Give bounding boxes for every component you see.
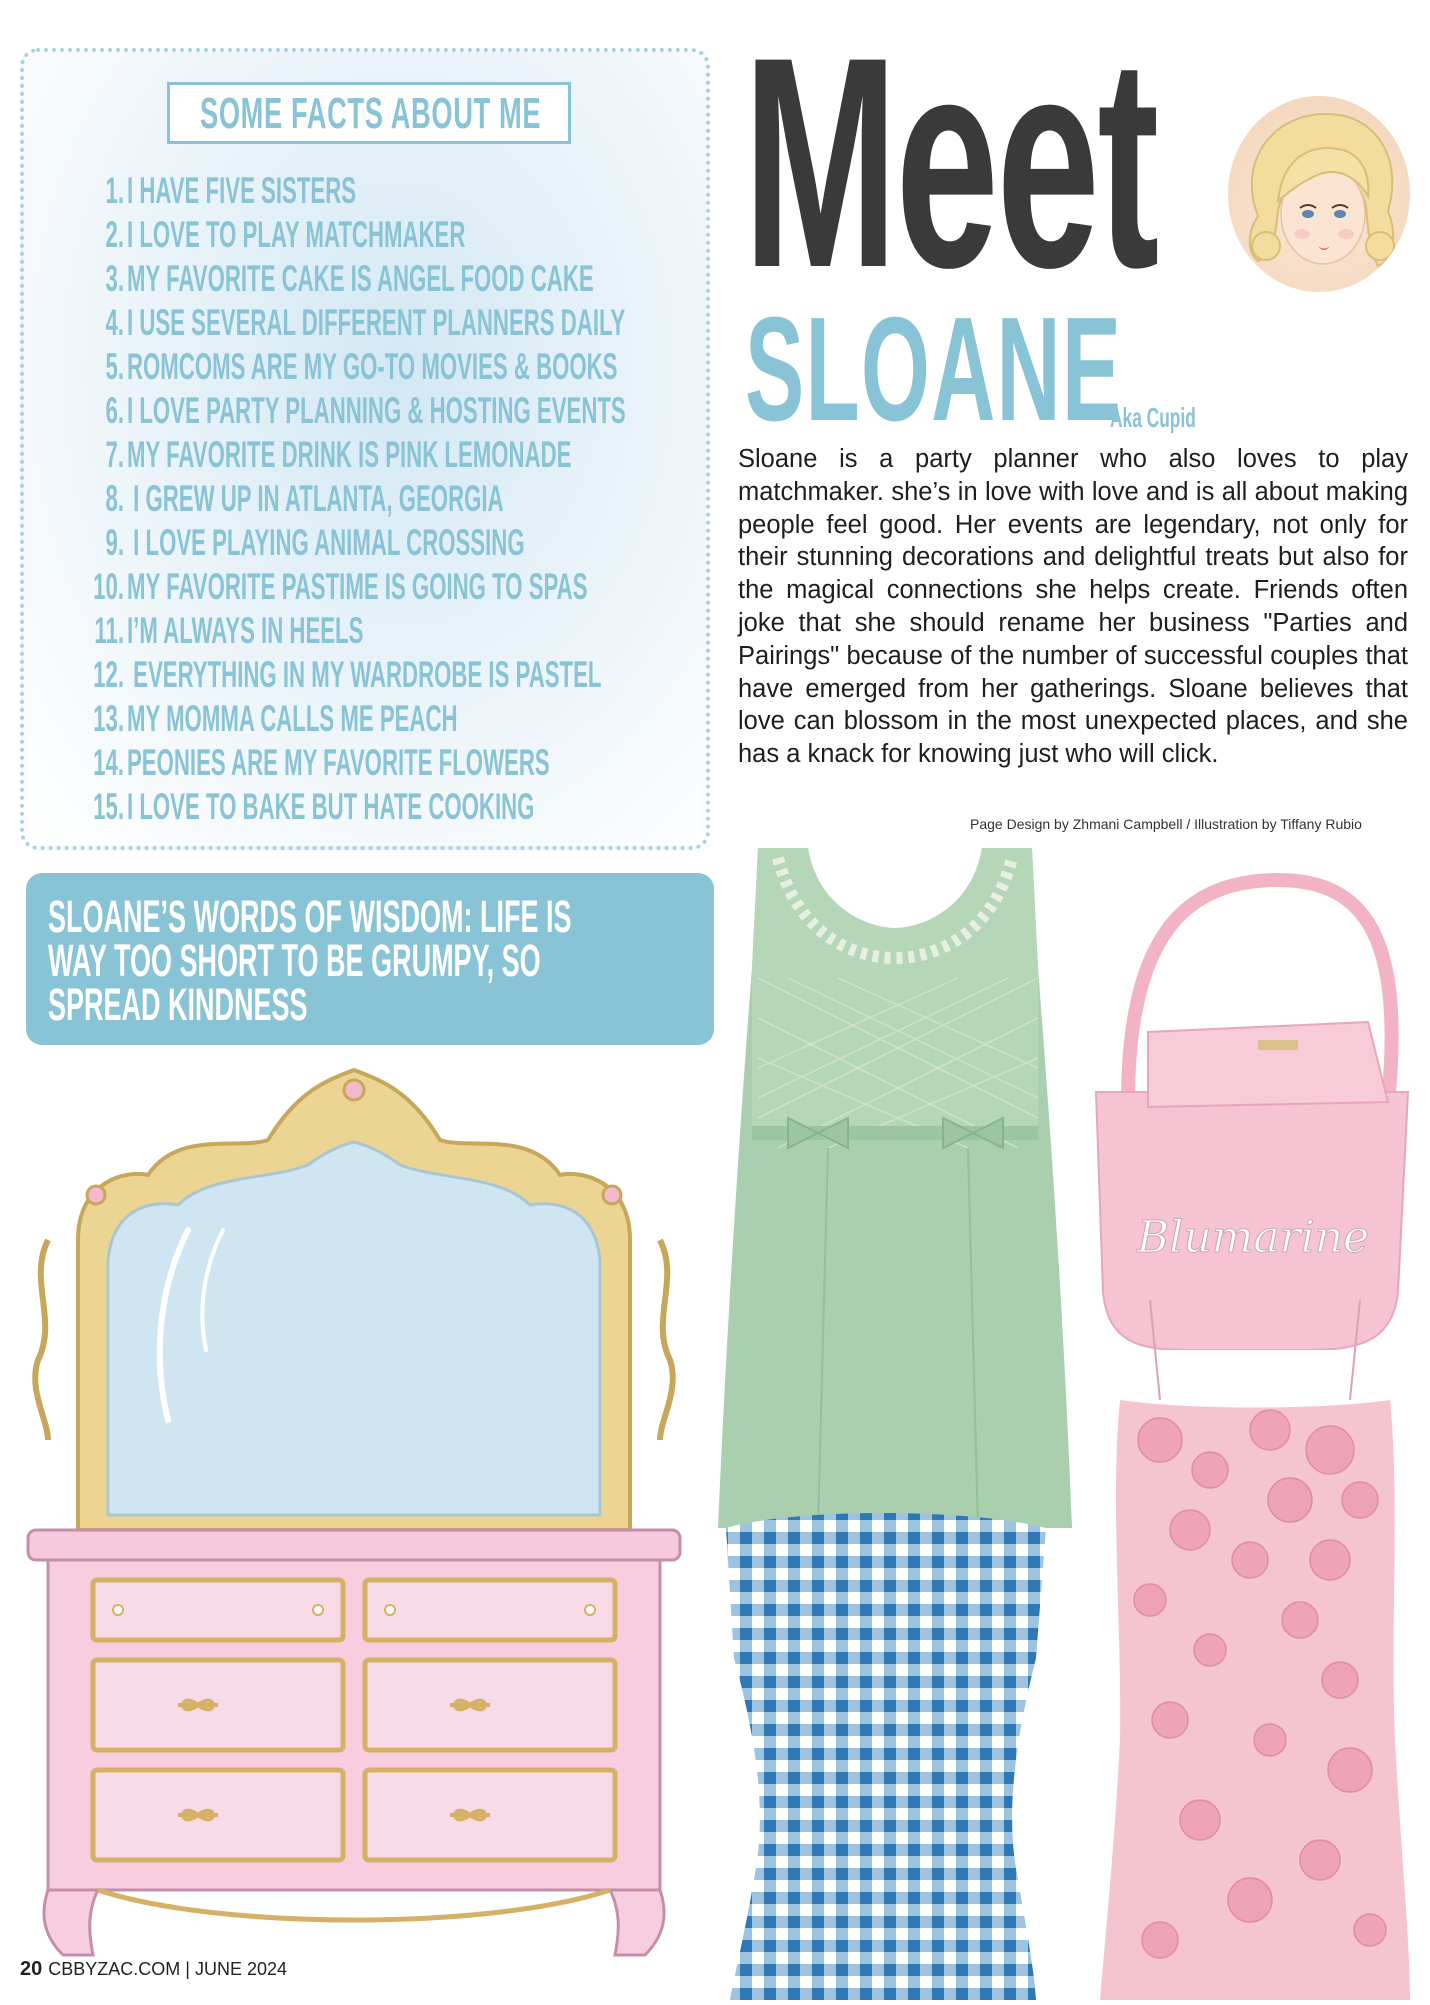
facts-title-box: [167, 82, 571, 144]
fact-item: [24, 610, 724, 650]
fact-item: [24, 478, 724, 518]
wisdom-box: [26, 873, 714, 1045]
fact-text: I LOVE TO BAKE BUT HATE COOKING: [127, 786, 535, 827]
fact-text: I LOVE PLAYING ANIMAL CROSSING: [127, 522, 525, 563]
fact-item: [24, 654, 724, 694]
fact-number: 5.: [105, 346, 124, 387]
fact-item: [24, 258, 724, 298]
page-footer: [20, 1958, 287, 1981]
fact-number: 6.: [105, 390, 124, 431]
fact-item: [24, 302, 724, 342]
fact-text: MY MOMMA CALLS ME PEACH: [127, 698, 458, 739]
fact-text: PEONIES ARE MY FAVORITE FLOWERS: [127, 742, 550, 783]
page-number: 20: [20, 1958, 43, 1980]
fact-item: [24, 390, 724, 430]
pink-handbag-photo: [1088, 872, 1414, 1350]
fact-item: [24, 170, 724, 210]
fact-item: [24, 346, 724, 386]
fact-text: I GREW UP IN ATLANTA, GEORGIA: [127, 478, 504, 519]
fact-item: [24, 522, 724, 562]
fact-number: 2.: [105, 214, 124, 255]
wisdom-quote: SLOANE’S WORDS OF WISDOM: LIFE IS WAY TOO SHORT TO BE GRUMPY, SO SPREAD KINDNESS: [48, 891, 572, 1030]
fact-text: ROMCOMS ARE MY GO-TO MOVIES & BOOKS: [127, 346, 618, 387]
bio-paragraph: Sloane is a party planner who also loves to play matchmaker. she’s in love with love and is all about making people feel good. Her events are legendary, not only for their stunning decorations and delightful treats but also for the magical connections she helps create. Friends often joke that she should rename her business "Parties and Pairings" because of the number of successful couples that have emerged from her gatherings. Sloane believes that love can blossom in the most unexpected places, and she has a knack for knowing just who will click.: [738, 445, 1408, 769]
facts-title: SOME FACTS ABOUT ME: [200, 89, 542, 138]
fact-number: 11.: [94, 610, 124, 651]
design-credit: Page Design by Zhmani Campbell / Illustration by Tiffany Rubio: [970, 816, 1362, 832]
fact-item: [24, 742, 724, 782]
fact-number: 3.: [105, 258, 124, 299]
fact-text: I LOVE PARTY PLANNING & HOSTING EVENTS: [127, 390, 626, 431]
bag-logo-text: Blumarine: [1136, 1212, 1370, 1263]
fact-number: 9.: [105, 522, 124, 563]
facts-box: [20, 48, 710, 850]
fact-number: 4.: [105, 302, 124, 343]
fact-number: 13.: [93, 698, 124, 739]
fact-item: [24, 214, 724, 254]
alias-label: Aka Cupid: [1110, 402, 1196, 433]
fact-number: 7.: [105, 434, 124, 475]
fact-text: I’M ALWAYS IN HEELS: [127, 610, 364, 651]
green-dress-photo: [718, 848, 1072, 1538]
fact-text: I HAVE FIVE SISTERS: [127, 170, 357, 211]
fact-number: 1.: [105, 170, 124, 211]
meet-heading: Meet: [743, 0, 1157, 330]
fact-number: 10.: [93, 566, 124, 607]
fact-text: MY FAVORITE DRINK IS PINK LEMONADE: [127, 434, 572, 475]
fact-number: 12.: [93, 654, 124, 695]
name-heading: SLOANE: [745, 287, 1123, 452]
fact-number: 8.: [105, 478, 124, 519]
fact-number: 14.: [93, 742, 124, 783]
fact-item: [24, 786, 724, 826]
fact-text: EVERYTHING IN MY WARDROBE IS PASTEL: [127, 654, 602, 695]
fact-item: [24, 566, 724, 606]
fact-text: I LOVE TO PLAY MATCHMAKER: [127, 214, 466, 255]
fact-text: I USE SEVERAL DIFFERENT PLANNERS DAILY: [127, 302, 626, 343]
vanity-dresser-illustration: [18, 1060, 690, 1960]
fact-number: 15.: [93, 786, 124, 827]
pink-floral-dress-photo: [1090, 1300, 1420, 2000]
blonde-woman-portrait-icon: [1228, 96, 1410, 292]
fact-item: [24, 698, 724, 738]
fact-text: MY FAVORITE CAKE IS ANGEL FOOD CAKE: [127, 258, 594, 299]
footer-site: CBBYZAC.COM | JUNE 2024: [48, 1959, 287, 1979]
fact-item: [24, 434, 724, 474]
fact-text: MY FAVORITE PASTIME IS GOING TO SPAS: [127, 566, 588, 607]
gingham-top-photo: [716, 1508, 1052, 2000]
